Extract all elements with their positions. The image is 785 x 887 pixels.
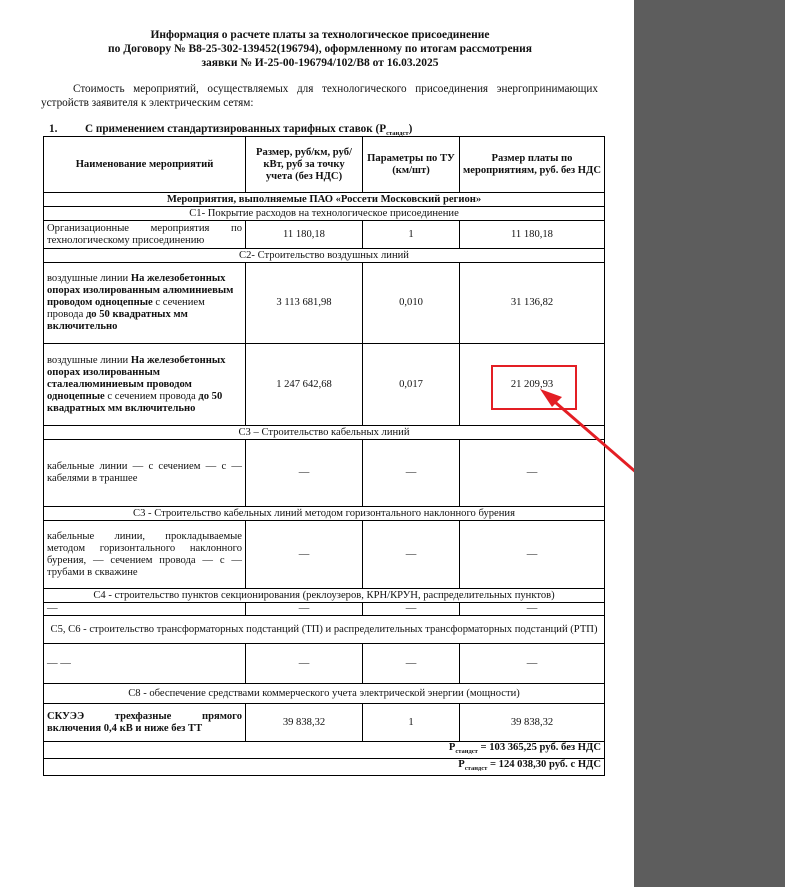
c2-title: С2- Строительство воздушных линий (44, 249, 605, 263)
c3b-rate: — (246, 521, 363, 589)
side-panel (634, 0, 785, 887)
c2-row2-param: 0,017 (363, 344, 460, 426)
c8-fee: 39 838,32 (460, 704, 605, 742)
header-params: Параметры по ТУ (км/шт) (363, 137, 460, 193)
c4-rate: — (246, 603, 363, 616)
section-text: С применением стандартизированных тарифных ставок (Р (85, 123, 387, 135)
c4-name: — (44, 603, 246, 616)
section-subscript: стандст (386, 130, 409, 138)
header-name: Наименование мероприятий (44, 137, 246, 193)
c1-name: Организационные мероприятия по технологическому присоединению (44, 221, 246, 249)
title-line-2: по Договору № В8-25-302-139452(196794), оформленному по итогам рассмотрения (107, 43, 533, 55)
c2-row2-fee: 21 209,93 (460, 344, 605, 426)
total-with-vat: $Р_{стандст} = 124$ 038,30 руб. с НДС (44, 759, 605, 776)
c2-row1-rate: 3 113 681,98 (246, 263, 363, 344)
total-no-vat: $Р_{стандст} = 103$ 365,25 руб. без НДС (44, 742, 605, 759)
c8-param: 1 (363, 704, 460, 742)
c2-row1-param: 0,010 (363, 263, 460, 344)
c5-rate: — (246, 644, 363, 684)
section-number: 1. (49, 123, 58, 135)
c3b-param: — (363, 521, 460, 589)
c5-title: С5, С6 - строительство трансформаторных подстанций (ТП) и распределительных трансформаторных подстанций (РТП) (44, 616, 605, 644)
section-close: ) (408, 123, 413, 135)
c1-rate: 11 180,18 (246, 221, 363, 249)
c3-rate: — (246, 440, 363, 507)
c8-rate: 39 838,32 (246, 704, 363, 742)
header-rate: Размер, руб/км, руб/кВт, руб за точку учета (без НДС) (246, 137, 363, 193)
intro-paragraph: Стоимость мероприятий, осуществляемых для технологического присоединения энергопринимающих устройств заявителя к электрическим сетям: (41, 83, 598, 109)
c4-fee: — (460, 603, 605, 616)
c5-name: — — (44, 644, 246, 684)
c1-title: С1- Покрытие расходов на технологическое присоединение (44, 207, 605, 221)
header-fee: Размер платы по мероприятиям, руб. без НДС (460, 137, 605, 193)
c4-title: С4 - строительство пунктов секционирования (реклоузеров, КРН/КРУН, распределительных пунктов) (44, 589, 605, 603)
c3-title: С3 – Строительство кабельных линий (44, 426, 605, 440)
org-title: Мероприятия, выполняемые ПАО «Россети Московский регион» (44, 193, 605, 207)
c1-fee: 11 180,18 (460, 221, 605, 249)
c4-param: — (363, 603, 460, 616)
c1-param: 1 (363, 221, 460, 249)
c2-row1-fee: 31 136,82 (460, 263, 605, 344)
c2-row2-rate: 1 247 642,68 (246, 344, 363, 426)
c3b-name: кабельные линии, прокладываемые методом горизонтального наклонного бурения, — сечением провода — с — трубами в скважине (44, 521, 246, 589)
c2-row2-name: воздушные линии На железобетонных опорах изолированным сталеалюминиевым проводом одноцепные с сечением провода до 50 квадратных мм включительно (44, 344, 246, 426)
c5-fee: — (460, 644, 605, 684)
c3b-title: С3 - Строительство кабельных линий методом горизонтального наклонного бурения (44, 507, 605, 521)
c8-name: СКУЭЭ трехфазные прямого включения 0,4 кВ и ниже без ТТ (44, 704, 246, 742)
c3b-fee: — (460, 521, 605, 589)
c3-name: кабельные линии — с сечением — с — кабелями в траншее (44, 440, 246, 507)
c8-title: С8 - обеспечение средствами коммерческого учета электрической энергии (мощности) (44, 684, 605, 704)
title-line-1: Информация о расчете платы за технологическое присоединение (150, 29, 490, 41)
c3-fee: — (460, 440, 605, 507)
c3-param: — (363, 440, 460, 507)
c2-row1-name: воздушные линии На железобетонных опорах изолированным алюминиевым проводом одноцепные с сечением провода до 50 квадратных мм включительно (44, 263, 246, 344)
c5-param: — (363, 644, 460, 684)
title-line-3: заявки № И-25-00-196794/102/В8 от 16.03.2025 (201, 57, 439, 69)
